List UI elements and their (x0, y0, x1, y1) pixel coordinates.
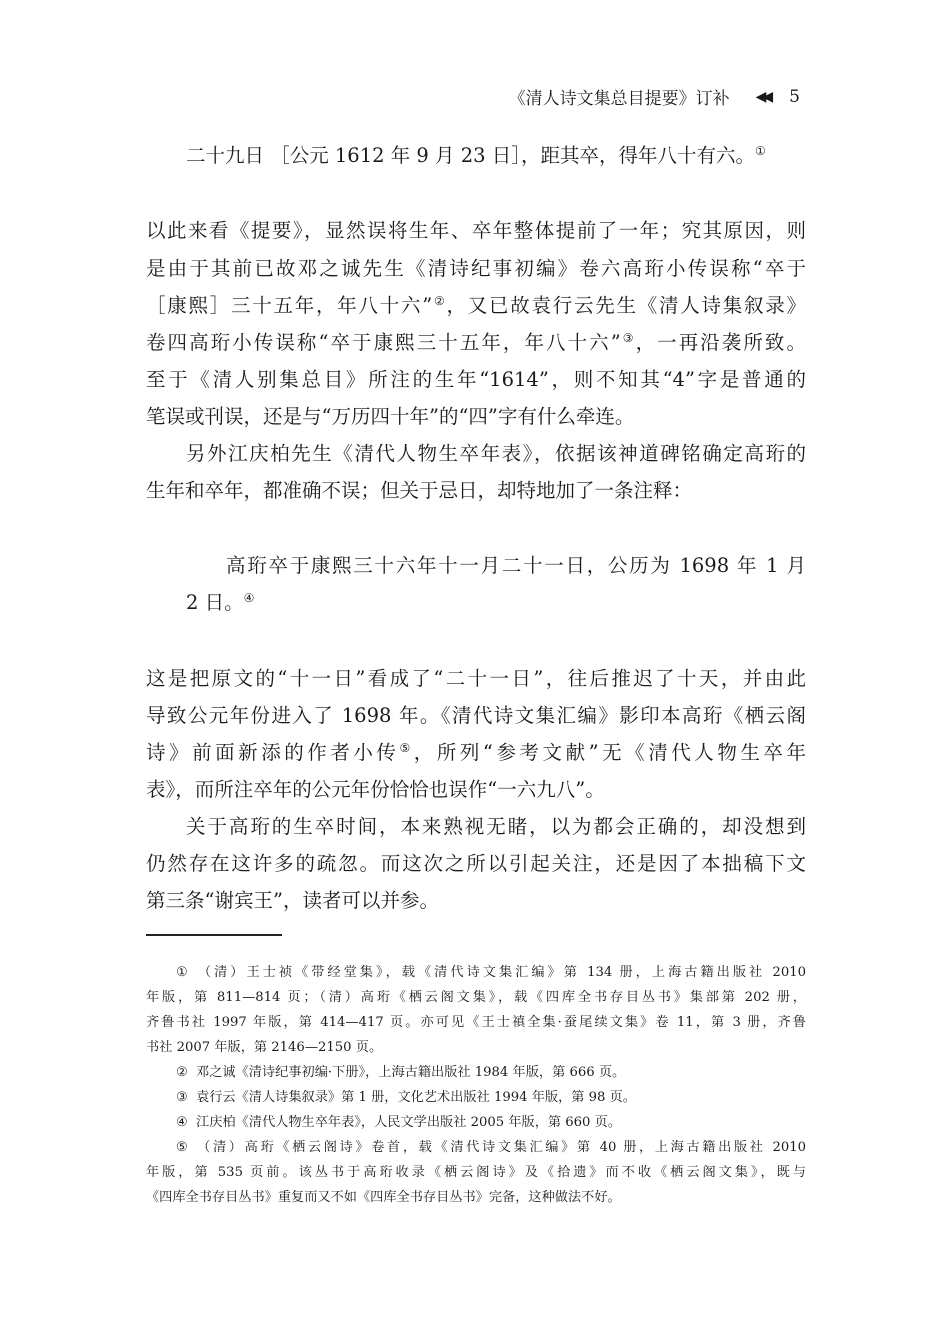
running-header (509, 84, 800, 109)
footnote-5-line: 《四库全书存目丛书》重复而又不如《四库全书存目丛书》完备，这种做法不好。 (146, 1190, 621, 1205)
para2-line: 另外江庆柏先生《清代人物生卒年表》，依据该神道碑铭确定高珩的 (186, 442, 806, 465)
para4-line: 仍然存在这许多的疏忽。而这次之所以引起关注，还是因了本拙稿下文 (146, 852, 806, 875)
footnote-ref-2[interactable]: ② (432, 294, 447, 308)
footnote-4: ④ 江庆柏《清代人物生卒年表》，人民文学出版社 2005 年版，第 660 页。 (176, 1115, 622, 1130)
footnote-ref-3[interactable]: ③ (620, 331, 636, 345)
footnote-1-line: 齐鲁书社 1997 年版，第 414—417 页。亦可见《王士禛全集·蚕尾续文集》卷 11，第 3 册，齐鲁 (146, 1015, 806, 1030)
para2-line: 生年和卒年，都准确不误；但关于忌日，却特地加了一条注释： (146, 479, 693, 502)
para4-line: 关于高珩的生卒时间，本来熟视无睹，以为都会正确的，却没想到 (186, 815, 806, 838)
footnote-1-line: 年版，第 811—814 页；（清）高珩《栖云阁文集》，载《四库全书存目丛书》集部第 202 册， (146, 990, 806, 1005)
footnote-ref-4[interactable]: ④ (243, 591, 255, 605)
footnote-3: ③ 袁行云《清人诗集叙录》第 1 册，文化艺术出版社 1994 年版，第 98 页。 (176, 1090, 636, 1105)
para1-line: 卷四高珩小传误称“卒于康熙三十五年，年八十六”③，一再沿袭所致。 (146, 331, 806, 354)
footnote-ref-1[interactable]: ① (755, 144, 766, 158)
footnote-ref-5[interactable]: ⑤ (399, 741, 414, 755)
footnote-2: ② 邓之诚《清诗纪事初编·下册》，上海古籍出版社 1984 年版，第 666 页。 (176, 1065, 626, 1080)
para3-line: 这是把原文的“十一日”看成了“二十一日”，往后推迟了十天，并由此 (146, 667, 806, 690)
para4-line: 第三条“谢宾王”，读者可以并参。 (146, 889, 439, 912)
para1-line: 至于《清人别集总目》所注的生年“1614”，则不知其“4”字是普通的 (146, 368, 806, 391)
footnote-5: ⑤ （清）高珩《栖云阁诗》卷首，载《清代诗文集汇编》第 40 册，上海古籍出版社 2010 (176, 1140, 806, 1155)
para3-line: 表》，而所注卒年的公元年份恰恰也误作“一六九八”。 (146, 778, 605, 801)
para1-line: 笔误或刊误，还是与“万历四十年”的“四”字有什么牵连。 (146, 405, 635, 428)
para1-line: ［康熙］三十五年，年八十六”②，又已故袁行云先生《清人诗集叙录》 (146, 294, 806, 317)
para1-line: 是由于其前已故邓之诚先生《清诗纪事初编》卷六高珩小传误称“卒于 (146, 257, 806, 280)
footnote-1: ① （清）王士祯《带经堂集》，载《清代诗文集汇编》第 134 册，上海古籍出版社 2010 (176, 965, 806, 980)
quote-1: 二十九日 ［公元 1612 年 9 月 23 日］，距其卒，得年八十有六。① (186, 144, 766, 167)
quote-2-line: 高珩卒于康熙三十六年十一月二十一日，公历为 1698 年 1 月 (226, 554, 806, 577)
page-number: 5 (789, 86, 800, 107)
footnote-1-line: 书社 2007 年版，第 2146—2150 页。 (146, 1040, 383, 1055)
para3-line: 导致公元年份进入了 1698 年。《清代诗文集汇编》影印本高珩《栖云阁 (146, 704, 806, 727)
quote-2-line: 2 日。④ (186, 591, 255, 614)
para3-line: 诗》前面新添的作者小传⑤，所列“参考文献”无《清代人物生卒年 (146, 741, 806, 764)
footnote-divider (146, 934, 282, 936)
footnote-5-line: 年版，第 535 页前。该丛书于高珩收录《栖云阁诗》及《拾遗》而不收《栖云阁文集》，既与 (146, 1165, 806, 1180)
header-title: 《清人诗文集总目提要》订补 (508, 89, 730, 109)
double-left-arrow-icon: ◀◀ (755, 88, 770, 105)
para1-line: 以此来看《提要》，显然误将生年、卒年整体提前了一年；究其原因，则 (146, 219, 806, 242)
